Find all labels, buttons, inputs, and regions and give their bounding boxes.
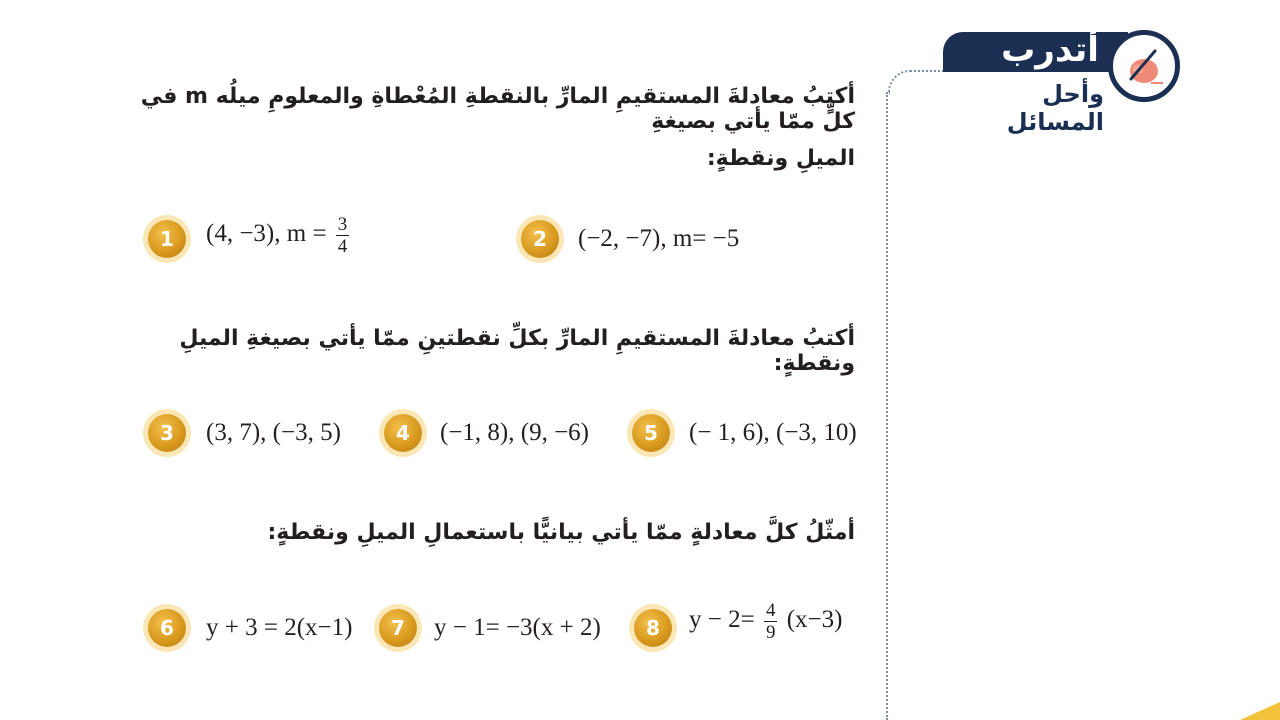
problem-4-expression: (−1, 8), (9, −6) [440, 419, 589, 446]
problem-1-expression [206, 214, 352, 257]
fraction-denominator: 4 [337, 236, 348, 257]
problem-number-badge: 6 [148, 609, 186, 647]
section1-instruction-line1: أكتبُ معادلةَ المستقيمِ المارِّ بالنقطةِ المُعْطاةِ والمعلومِ ميلُه m في كلٍّ ممّا يأتي بصيغةِ [140, 84, 855, 134]
fraction-numerator: 4 [765, 600, 776, 621]
section1-instruction-line2: الميلِ ونقطةٍ: [706, 146, 855, 171]
problem-number-badge: 8 [634, 609, 672, 647]
problem-6-expression: y + 3 = 2(x−1) [206, 614, 353, 641]
dotted-connector [888, 70, 945, 94]
problem-number-badge: 5 [632, 414, 670, 452]
problem-8-expression [689, 600, 842, 643]
problem-1-point: (4, −3), m = [206, 220, 327, 248]
problem-number-badge: 2 [521, 220, 559, 258]
problem-8-prefix: y − 2= [689, 606, 755, 634]
problem-8-suffix: (x−3) [786, 606, 843, 634]
problem-3-expression: (3, 7), (−3, 5) [206, 419, 341, 446]
problem-7-expression: y − 1= −3(x + 2) [434, 614, 601, 641]
hand-writing-icon [1108, 30, 1180, 102]
badge-title: أتدرب [1001, 30, 1099, 70]
problem-number-badge: 4 [384, 414, 422, 452]
problem-number-badge: 7 [379, 609, 417, 647]
problem-5-expression: (− 1, 6), (−3, 10) [689, 419, 857, 446]
problem-8-fraction [764, 600, 778, 643]
problem-number-badge: 3 [148, 414, 186, 452]
badge-subtitle: وأحل المسائل [1006, 80, 1104, 136]
corner-decoration [1240, 702, 1280, 720]
section3-instruction: أمثّلُ كلَّ معادلةٍ ممّا يأتي بيانيًّا باستعمالِ الميلِ ونقطةٍ: [267, 520, 855, 545]
problem-1-fraction [336, 214, 350, 257]
problem-number-badge: 1 [148, 220, 186, 258]
fraction-numerator: 3 [337, 214, 348, 235]
problem-2-expression: (−2, −7), m= −5 [578, 225, 740, 252]
dotted-divider [886, 92, 888, 720]
fraction-denominator: 9 [765, 622, 776, 643]
section2-instruction: أكتبُ معادلةَ المستقيمِ المارِّ بكلِّ نقطتينِ ممّا يأتي بصيغةِ الميلِ ونقطةٍ: [179, 326, 855, 376]
